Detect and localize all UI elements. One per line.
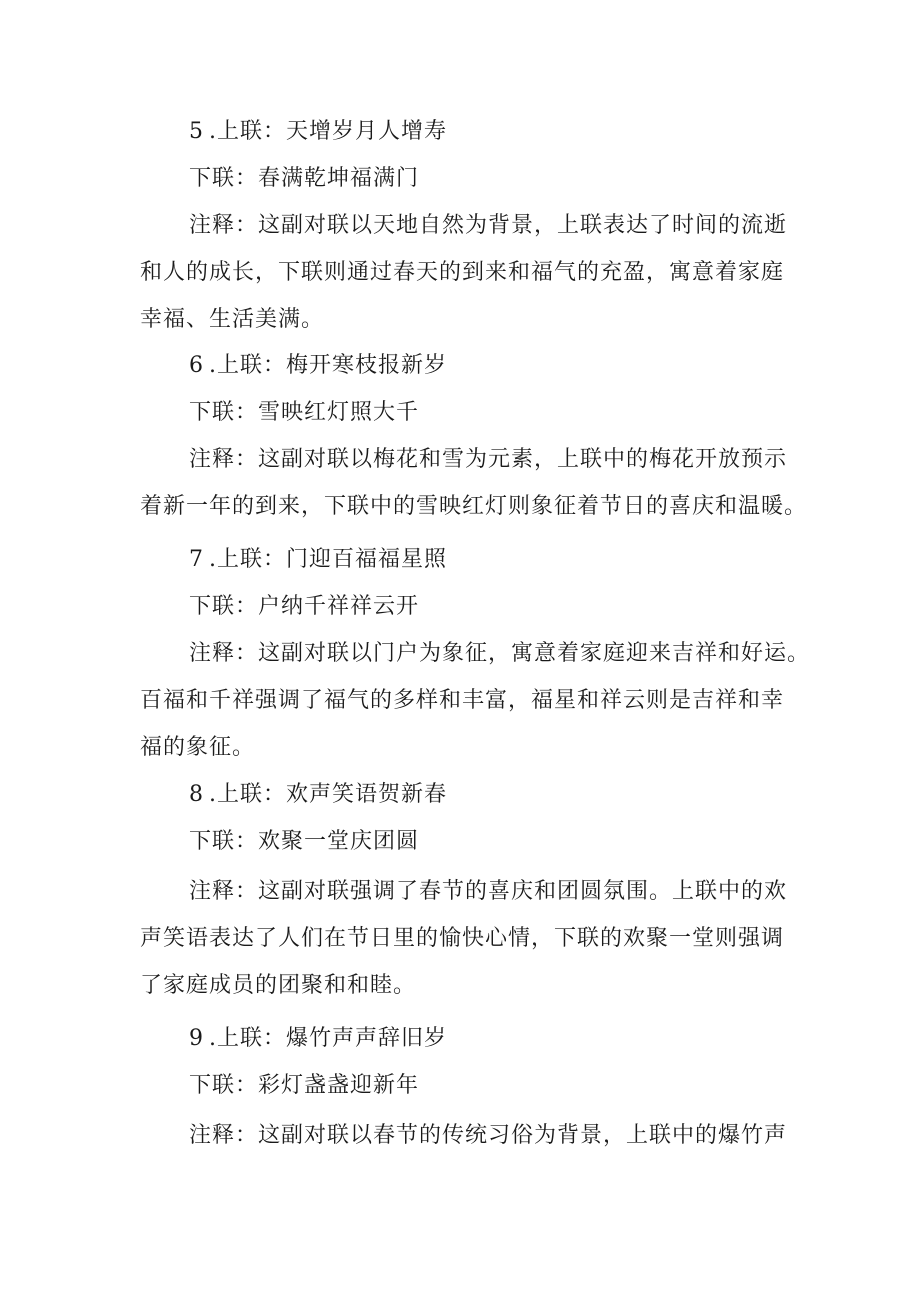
couplet-7-note-line-2: 百福和千祥强调了福气的多样和丰富，福星和祥云则是吉祥和幸: [140, 688, 785, 713]
couplet-number: 6: [189, 353, 203, 378]
couplet-7-note-line-3: 福的象征。: [140, 735, 256, 760]
upper-line-text: .上联：爆竹声声辞旧岁: [209, 1026, 447, 1051]
couplet-9-note-line-1: 注释：这副对联以春节的传统习俗为背景，上联中的爆竹声: [189, 1123, 788, 1148]
upper-line-text: .上联：门迎百福福星照: [209, 547, 447, 572]
couplet-6-lower: 下联：雪映红灯照大千: [189, 400, 420, 425]
upper-line-text: .上联：天增岁月人增寿: [209, 119, 447, 144]
couplet-8-lower: 下联：欢聚一堂庆团圆: [189, 829, 420, 854]
couplet-number: 9: [189, 1026, 203, 1051]
couplet-8-upper: [189, 780, 447, 810]
upper-line-text: .上联：梅开寒枝报新岁: [209, 353, 447, 378]
couplet-6-upper: [189, 351, 447, 381]
couplet-number: 7: [189, 547, 203, 572]
couplet-5-note-line-3: 幸福、生活美满。: [140, 307, 325, 332]
couplet-7-lower: 下联：户纳千祥祥云开: [189, 594, 420, 619]
couplet-9-lower: 下联：彩灯盏盏迎新年: [189, 1073, 420, 1098]
couplet-9-upper: [189, 1024, 447, 1054]
couplet-8-note-line-3: 了家庭成员的团聚和和睦。: [140, 973, 417, 998]
couplet-8-note-line-1: 注释：这副对联强调了春节的喜庆和团圆氛围。上联中的欢: [189, 879, 788, 904]
couplet-6-note-line-2: 着新一年的到来，下联中的雪映红灯则象征着节日的喜庆和温暖。: [140, 494, 808, 519]
couplet-number: 5: [189, 119, 203, 144]
couplet-6-note-line-1: 注释：这副对联以梅花和雪为元素，上联中的梅花开放预示: [189, 447, 788, 472]
couplet-5-upper: [189, 117, 447, 147]
couplet-7-upper: [189, 545, 447, 575]
upper-line-text: .上联：欢声笑语贺新春: [209, 782, 447, 807]
couplet-5-lower: 下联：春满乾坤福满门: [189, 166, 420, 191]
couplet-8-note-line-2: 声笑语表达了人们在节日里的愉快心情，下联的欢聚一堂则强调: [140, 926, 785, 951]
couplet-number: 8: [189, 782, 203, 807]
couplet-5-note-line-1: 注释：这副对联以天地自然为背景，上联表达了时间的流逝: [189, 213, 788, 238]
couplet-5-note-line-2: 和人的成长，下联则通过春天的到来和福气的充盈，寓意着家庭: [140, 260, 785, 285]
couplet-7-note-line-1: 注释：这副对联以门户为象征，寓意着家庭迎来吉祥和好运。: [189, 641, 811, 666]
